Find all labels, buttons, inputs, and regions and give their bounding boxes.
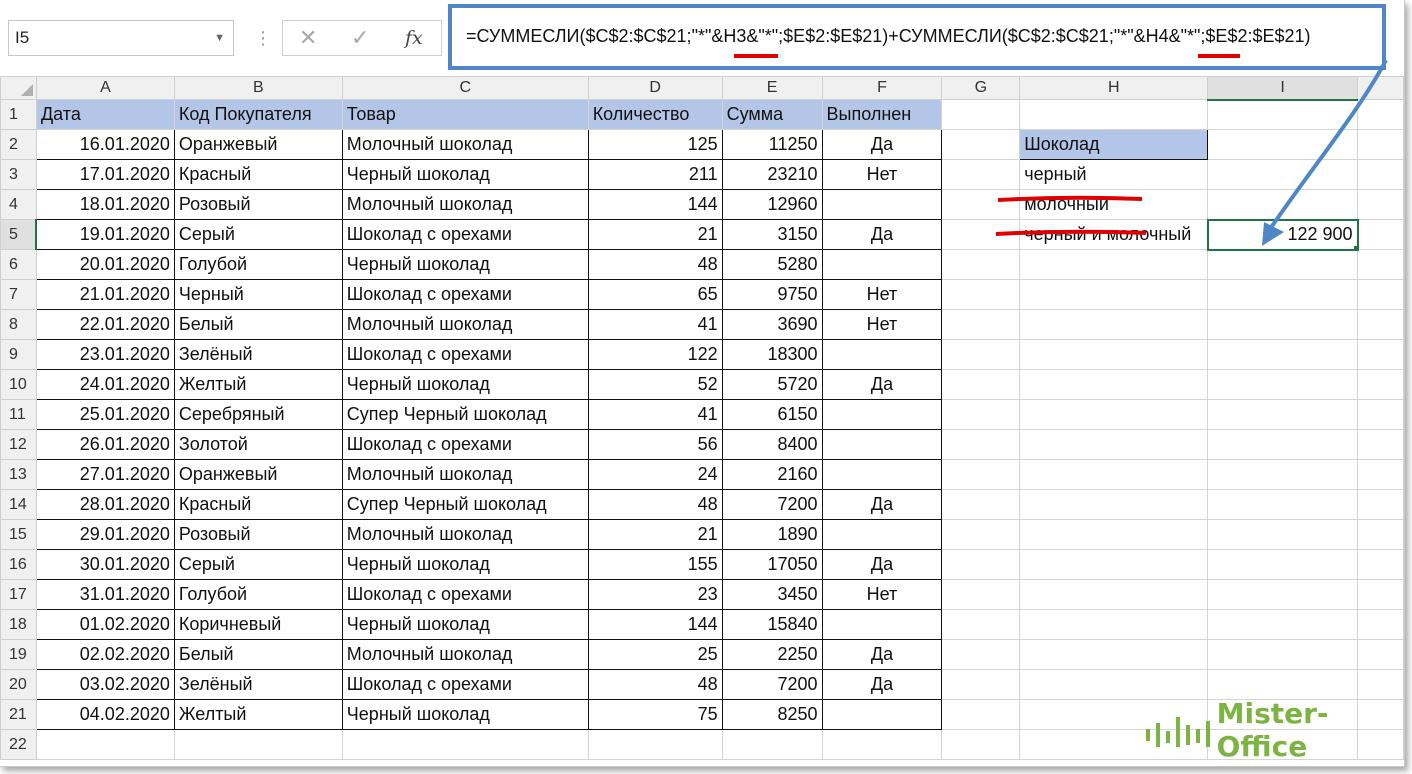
grid-cell[interactable] [1020, 640, 1208, 670]
grid-cell[interactable]: Молочный шоколад [342, 460, 588, 490]
grid-cell[interactable]: 48 [588, 250, 722, 280]
grid-cell[interactable]: 48 [588, 670, 722, 700]
logo-text: Mister-Office [1216, 697, 1329, 763]
grid-cell[interactable] [942, 460, 1020, 490]
grid-cell[interactable]: 26.01.2020 [36, 430, 174, 460]
grid-cell[interactable]: Шоколад с орехами [342, 670, 588, 700]
grid-cell[interactable]: Розовый [174, 190, 342, 220]
grid-cell[interactable] [942, 280, 1020, 310]
formula-text [466, 26, 1311, 47]
grid-cell[interactable] [1358, 160, 1404, 190]
row-header-11[interactable]: 11 [1, 400, 37, 430]
grid-cell[interactable]: Зелёный [174, 670, 342, 700]
grid-cell[interactable]: 24.01.2020 [36, 370, 174, 400]
header-cell[interactable]: Сумма [722, 100, 822, 130]
grid-cell[interactable] [722, 730, 822, 760]
grid-cell[interactable]: Молочный шоколад [342, 520, 588, 550]
grid-cell[interactable]: Серый [174, 550, 342, 580]
grid-cell[interactable] [1358, 100, 1404, 130]
grid-cell[interactable]: 29.01.2020 [36, 520, 174, 550]
grid-cell[interactable] [942, 370, 1020, 400]
grid-cell[interactable]: Белый [174, 310, 342, 340]
grid-cell[interactable] [588, 730, 722, 760]
grid-cell[interactable] [36, 730, 174, 760]
grid-cell[interactable] [942, 100, 1020, 130]
grid-cell[interactable] [942, 580, 1020, 610]
grid-cell[interactable]: Да [822, 640, 942, 670]
grid-cell[interactable]: 23210 [722, 160, 822, 190]
row-header-16[interactable]: 16 [1, 550, 37, 580]
table-row [1, 550, 1404, 580]
grid-cell[interactable]: 28.01.2020 [36, 490, 174, 520]
grid-cell[interactable] [942, 250, 1020, 280]
grid-cell[interactable] [1020, 550, 1208, 580]
formula-part-3: "*";$E$2:$E$21) [1180, 26, 1311, 46]
grid-cell[interactable]: Зелёный [174, 340, 342, 370]
grid-cell[interactable]: Да [822, 130, 942, 160]
grid-cell[interactable] [1358, 400, 1404, 430]
column-header-a[interactable]: A [36, 77, 174, 100]
grid-cell[interactable]: Нет [822, 580, 942, 610]
grid-cell[interactable] [942, 430, 1020, 460]
table-row [1, 520, 1404, 550]
grid-cell[interactable]: Черный шоколад [342, 160, 588, 190]
grid-cell[interactable] [942, 490, 1020, 520]
grid-cell[interactable] [942, 190, 1020, 220]
grid-cell[interactable]: 8250 [722, 700, 822, 730]
grid-cell[interactable] [942, 160, 1020, 190]
row-header-17[interactable]: 17 [1, 580, 37, 610]
grid-cell[interactable] [1358, 370, 1404, 400]
grid-cell[interactable]: 125 [588, 130, 722, 160]
grid-cell[interactable]: Молочный шоколад [342, 640, 588, 670]
row-header-19[interactable]: 19 [1, 640, 37, 670]
grid-cell[interactable] [1020, 460, 1208, 490]
column-header-h[interactable]: H [1020, 77, 1208, 100]
logo-bars-icon [1144, 713, 1211, 747]
grid-cell[interactable] [342, 730, 588, 760]
grid-cell[interactable]: 144 [588, 610, 722, 640]
grid-cell[interactable]: 7200 [722, 490, 822, 520]
grid-cell[interactable]: Белый [174, 640, 342, 670]
grid-cell[interactable]: Коричневый [174, 610, 342, 640]
grid-cell[interactable]: 3450 [722, 580, 822, 610]
column-header-f[interactable]: F [822, 77, 942, 100]
grid-cell[interactable] [1020, 280, 1208, 310]
grid-cell[interactable]: Красный [174, 490, 342, 520]
grid-cell[interactable] [1020, 310, 1208, 340]
grid-cell[interactable] [1208, 100, 1358, 130]
insert-function-icon[interactable]: fx [405, 27, 423, 49]
row-header-8[interactable]: 8 [1, 310, 37, 340]
grid-cell[interactable] [942, 730, 1020, 760]
grid-cell[interactable] [1208, 160, 1358, 190]
formula-input[interactable] [448, 4, 1386, 70]
grid-cell[interactable]: Черный шоколад [342, 700, 588, 730]
grid-cell[interactable]: 20.01.2020 [36, 250, 174, 280]
grid-cell[interactable] [1208, 280, 1358, 310]
grid-cell[interactable]: 41 [588, 400, 722, 430]
name-box-value: I5 [15, 28, 30, 47]
table-row [1, 160, 1404, 190]
grid-cell[interactable]: Супер Черный шоколад [342, 490, 588, 520]
grid-cell[interactable] [1358, 490, 1404, 520]
grid-cell[interactable]: 21.01.2020 [36, 280, 174, 310]
table-row [1, 280, 1404, 310]
grid-cell[interactable]: 19.01.2020 [36, 220, 174, 250]
grid-cell[interactable] [1208, 310, 1358, 340]
row-header-6[interactable]: 6 [1, 250, 37, 280]
formula-bar-area [0, 0, 1404, 76]
grid-cell[interactable]: 25 [588, 640, 722, 670]
grid-cell[interactable]: Шоколад с орехами [342, 220, 588, 250]
grid-cell[interactable]: 3690 [722, 310, 822, 340]
sheet-table [0, 76, 1404, 760]
grid-cell[interactable]: 48 [588, 490, 722, 520]
formula-part-1: =СУММЕСЛИ($C$2:$C$21;"*" [466, 26, 712, 46]
table-row [1, 430, 1404, 460]
grid-cell[interactable]: Да [822, 550, 942, 580]
grid-cell[interactable]: Черный шоколад [342, 250, 588, 280]
grid-cell[interactable] [1358, 640, 1404, 670]
grid-cell[interactable]: 2250 [722, 640, 822, 670]
row-header-7[interactable]: 7 [1, 280, 37, 310]
grid-cell[interactable]: 12960 [722, 190, 822, 220]
checkmark-icon[interactable]: ✓ [351, 25, 370, 50]
grid-cell[interactable]: Серый [174, 220, 342, 250]
grid-cell[interactable]: Черный шоколад [342, 370, 588, 400]
grid-cell[interactable] [1208, 370, 1358, 400]
grid-cell[interactable] [1358, 610, 1404, 640]
grid-cell[interactable]: 2160 [722, 460, 822, 490]
grid-cell[interactable] [1208, 610, 1358, 640]
row-header-9[interactable]: 9 [1, 340, 37, 370]
grid-cell[interactable]: 75 [588, 700, 722, 730]
row-header-5[interactable]: 5 [1, 220, 37, 250]
formula-part-2: "*";$E$2:$E$21)+СУММЕСЛИ($C$2:$C$21;"*" [758, 26, 1134, 46]
column-header-e[interactable]: E [722, 77, 822, 100]
grid-cell[interactable]: черный [1020, 160, 1208, 190]
grid-cell[interactable] [822, 250, 942, 280]
grid-cell[interactable]: Да [822, 670, 942, 700]
row-header-12[interactable]: 12 [1, 430, 37, 460]
row-header-15[interactable]: 15 [1, 520, 37, 550]
grid-cell[interactable]: Желтый [174, 700, 342, 730]
grid-cell[interactable] [1208, 340, 1358, 370]
table-row [1, 100, 1404, 130]
row-header-21[interactable]: 21 [1, 700, 37, 730]
grid-cell[interactable]: 30.01.2020 [36, 550, 174, 580]
spreadsheet-grid [0, 76, 1404, 760]
grid-cell[interactable] [942, 610, 1020, 640]
table-row [1, 580, 1404, 610]
grid-cell[interactable]: 01.02.2020 [36, 610, 174, 640]
grid-cell[interactable] [822, 190, 942, 220]
grid-cell[interactable] [1208, 400, 1358, 430]
grid-cell[interactable]: 211 [588, 160, 722, 190]
grid-cell[interactable]: 5280 [722, 250, 822, 280]
row-header-20[interactable]: 20 [1, 670, 37, 700]
grid-cell[interactable]: 18.01.2020 [36, 190, 174, 220]
grid-cell[interactable]: 31.01.2020 [36, 580, 174, 610]
active-cell-i5[interactable]: 122 900 [1208, 220, 1358, 250]
grid-cell[interactable] [822, 610, 942, 640]
table-row [1, 130, 1404, 160]
grid-cell[interactable] [1020, 250, 1208, 280]
grid-cell[interactable]: 7200 [722, 670, 822, 700]
grid-cell[interactable]: Молочный шоколад [342, 310, 588, 340]
column-header-c[interactable]: C [342, 77, 588, 100]
grid-cell[interactable] [1020, 100, 1208, 130]
grid-cell[interactable] [942, 520, 1020, 550]
grid-cell[interactable]: 15840 [722, 610, 822, 640]
grid-cell[interactable]: Серебряный [174, 400, 342, 430]
column-header-d[interactable]: D [588, 77, 722, 100]
grid-cell[interactable] [174, 730, 342, 760]
grid-cell[interactable] [1208, 130, 1358, 160]
grid-cell[interactable] [1358, 250, 1404, 280]
grid-cell[interactable]: 17050 [722, 550, 822, 580]
grid-cell[interactable] [822, 730, 942, 760]
grid-cell[interactable] [1020, 340, 1208, 370]
grid-cell[interactable] [1358, 280, 1404, 310]
table-row [1, 340, 1404, 370]
grid-cell[interactable]: 11250 [722, 130, 822, 160]
grid-cell[interactable] [1358, 130, 1404, 160]
grid-cell[interactable] [1020, 370, 1208, 400]
grid-cell[interactable] [1020, 670, 1208, 700]
select-all-icon [21, 84, 33, 96]
grid-cell[interactable]: 23.01.2020 [36, 340, 174, 370]
grid-cell[interactable]: 122 [588, 340, 722, 370]
grid-cell[interactable]: Шоколад [1020, 130, 1208, 160]
grid-cell[interactable]: Желтый [174, 370, 342, 400]
grid-cell[interactable] [1020, 430, 1208, 460]
grid-cell[interactable]: Шоколад с орехами [342, 280, 588, 310]
select-all-corner[interactable] [1, 77, 37, 100]
grid-cell[interactable]: Оранжевый [174, 130, 342, 160]
grid-cell[interactable]: 52 [588, 370, 722, 400]
grid-cell[interactable]: Золотой [174, 430, 342, 460]
grid-cell[interactable]: Черный шоколад [342, 550, 588, 580]
grid-cell[interactable]: молочный [1020, 190, 1208, 220]
grid-cell[interactable]: 6150 [722, 400, 822, 430]
grid-cell[interactable]: 24 [588, 460, 722, 490]
table-row [1, 610, 1404, 640]
grid-cell[interactable] [1358, 190, 1404, 220]
table-row [1, 490, 1404, 520]
grid-cell[interactable] [1020, 400, 1208, 430]
grid-cell[interactable] [942, 670, 1020, 700]
row-header-3[interactable]: 3 [1, 160, 37, 190]
grid-cell[interactable] [1358, 310, 1404, 340]
table-row [1, 670, 1404, 700]
dropdown-arrow-icon[interactable]: ▼ [214, 32, 225, 44]
row-header-13[interactable]: 13 [1, 460, 37, 490]
grid-cell[interactable]: Розовый [174, 520, 342, 550]
column-header-row [1, 77, 1404, 100]
grid-cell[interactable]: 144 [588, 190, 722, 220]
formula-ref-h3: &H3& [711, 26, 759, 46]
grid-cell[interactable] [1020, 520, 1208, 550]
column-header-extra [1358, 77, 1404, 100]
grid-cell[interactable]: Да [822, 370, 942, 400]
grid-cell[interactable]: Супер Черный шоколад [342, 400, 588, 430]
grid-cell[interactable] [1208, 580, 1358, 610]
grid-cell[interactable] [1208, 640, 1358, 670]
grid-cell[interactable] [942, 340, 1020, 370]
grid-cell[interactable] [1358, 220, 1404, 250]
grid-cell[interactable] [822, 400, 942, 430]
grid-cell[interactable]: Черный [174, 280, 342, 310]
grid-cell[interactable]: Нет [822, 280, 942, 310]
row-header-22[interactable]: 22 [1, 730, 37, 760]
grid-cell[interactable]: 41 [588, 310, 722, 340]
row-header-18[interactable]: 18 [1, 610, 37, 640]
grid-cell[interactable]: 21 [588, 220, 722, 250]
grid-cell[interactable]: 25.01.2020 [36, 400, 174, 430]
grid-cell[interactable]: 8400 [722, 430, 822, 460]
grid-cell[interactable] [1358, 460, 1404, 490]
grid-cell[interactable]: Голубой [174, 250, 342, 280]
name-box[interactable] [8, 20, 234, 56]
grid-cell[interactable]: Красный [174, 160, 342, 190]
table-row [1, 460, 1404, 490]
table-row [1, 640, 1404, 670]
drag-dots-icon[interactable]: ⋮ [254, 28, 272, 48]
grid-cell[interactable]: 1890 [722, 520, 822, 550]
grid-cell[interactable] [942, 550, 1020, 580]
grid-cell[interactable] [942, 220, 1020, 250]
grid-cell[interactable]: Шоколад с орехами [342, 430, 588, 460]
grid-cell[interactable]: Да [822, 220, 942, 250]
grid-cell[interactable] [822, 520, 942, 550]
grid-cell[interactable] [942, 310, 1020, 340]
grid-cell[interactable]: 17.01.2020 [36, 160, 174, 190]
formula-ref-h4: &H4& [1133, 26, 1181, 46]
grid-cell[interactable] [1020, 580, 1208, 610]
grid-cell[interactable] [1358, 580, 1404, 610]
grid-cell[interactable]: Шоколад с орехами [342, 340, 588, 370]
grid-cell[interactable] [1208, 520, 1358, 550]
grid-cell[interactable]: черный и молочный [1020, 220, 1208, 250]
row-header-2[interactable]: 2 [1, 130, 37, 160]
row-header-14[interactable]: 14 [1, 490, 37, 520]
grid-cell[interactable]: Молочный шоколад [342, 190, 588, 220]
grid-cell[interactable] [1358, 670, 1404, 700]
grid-cell[interactable] [1208, 460, 1358, 490]
grid-cell[interactable]: Да [822, 490, 942, 520]
table-row [1, 370, 1404, 400]
header-cell[interactable]: Выполнен [822, 100, 942, 130]
row-header-10[interactable]: 10 [1, 370, 37, 400]
grid-cell[interactable] [1208, 550, 1358, 580]
grid-cell[interactable]: Голубой [174, 580, 342, 610]
row-header-1[interactable]: 1 [1, 100, 37, 130]
formula-buttons [282, 20, 442, 56]
header-cell[interactable]: Товар [342, 100, 588, 130]
grid-cell[interactable] [1358, 520, 1404, 550]
column-header-i[interactable]: I [1208, 77, 1358, 100]
grid-cell[interactable] [1208, 190, 1358, 220]
grid-cell[interactable] [822, 340, 942, 370]
column-header-g[interactable]: G [942, 77, 1020, 100]
table-row [1, 310, 1404, 340]
grid-cell[interactable]: 56 [588, 430, 722, 460]
grid-cell[interactable]: Молочный шоколад [342, 130, 588, 160]
grid-cell[interactable] [942, 640, 1020, 670]
grid-cell[interactable]: 03.02.2020 [36, 670, 174, 700]
grid-cell[interactable]: 155 [588, 550, 722, 580]
grid-cell[interactable]: Черный шоколад [342, 610, 588, 640]
cancel-icon[interactable]: ✕ [299, 25, 318, 50]
grid-cell[interactable] [822, 430, 942, 460]
grid-cell[interactable]: 18300 [722, 340, 822, 370]
grid-cell[interactable]: Шоколад с орехами [342, 580, 588, 610]
grid-cell[interactable]: 9750 [722, 280, 822, 310]
grid-cell[interactable]: 27.01.2020 [36, 460, 174, 490]
grid-cell[interactable] [1358, 550, 1404, 580]
grid-cell[interactable] [822, 700, 942, 730]
grid-cell[interactable] [1208, 490, 1358, 520]
grid-cell[interactable]: 16.01.2020 [36, 130, 174, 160]
fill-handle[interactable] [1353, 245, 1358, 250]
grid-cell[interactable] [1208, 250, 1358, 280]
column-header-b[interactable]: B [174, 77, 342, 100]
mister-office-logo [1144, 697, 1404, 763]
grid-cell[interactable]: 22.01.2020 [36, 310, 174, 340]
grid-cell[interactable] [942, 700, 1020, 730]
grid-cell[interactable]: 04.02.2020 [36, 700, 174, 730]
grid-cell[interactable] [1020, 490, 1208, 520]
grid-cell[interactable]: 02.02.2020 [36, 640, 174, 670]
header-cell[interactable]: Дата [36, 100, 174, 130]
header-cell[interactable]: Код Покупателя [174, 100, 342, 130]
grid-cell[interactable] [1208, 670, 1358, 700]
grid-cell[interactable] [942, 400, 1020, 430]
header-cell[interactable]: Количество [588, 100, 722, 130]
grid-cell[interactable]: Оранжевый [174, 460, 342, 490]
table-row [1, 250, 1404, 280]
grid-cell[interactable] [822, 460, 942, 490]
grid-cell[interactable] [1358, 430, 1404, 460]
grid-cell[interactable]: Нет [822, 310, 942, 340]
grid-cell[interactable]: 65 [588, 280, 722, 310]
table-row [1, 220, 1404, 250]
grid-cell[interactable] [1358, 340, 1404, 370]
grid-cell[interactable] [1020, 610, 1208, 640]
grid-cell[interactable]: 3150 [722, 220, 822, 250]
grid-cell[interactable]: 23 [588, 580, 722, 610]
grid-cell[interactable] [1208, 430, 1358, 460]
grid-cell[interactable]: 21 [588, 520, 722, 550]
table-row [1, 190, 1404, 220]
grid-cell[interactable]: 5720 [722, 370, 822, 400]
grid-cell[interactable]: Нет [822, 160, 942, 190]
table-row [1, 400, 1404, 430]
row-header-4[interactable]: 4 [1, 190, 37, 220]
grid-cell[interactable] [942, 130, 1020, 160]
